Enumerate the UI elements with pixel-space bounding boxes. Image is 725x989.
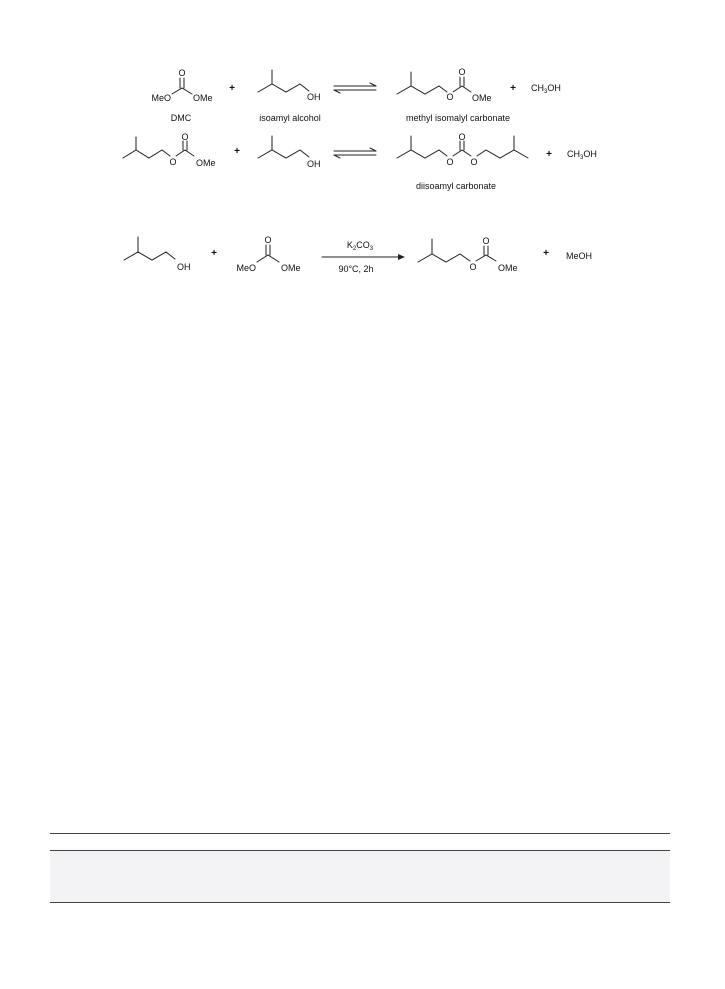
methoxy-right-label: OMe xyxy=(193,93,213,103)
conditions-label: 90°C, 2h xyxy=(338,264,374,274)
carbonyl-oxygen-label: O xyxy=(458,132,466,142)
ester-oxygen-label: O xyxy=(446,92,454,102)
carbonyl-oxygen-label: O xyxy=(264,235,272,245)
methyl-isoamyl-carbonate-molecule xyxy=(397,67,492,103)
carbonyl-oxygen-label: O xyxy=(482,236,490,246)
isoamyl-alcohol-caption: isoamyl alcohol xyxy=(259,113,321,123)
methanol-formula: $CH_3OH$ xyxy=(567,149,597,161)
reaction-arrow xyxy=(322,254,405,260)
ester-oxygen-label: O xyxy=(470,157,478,167)
dmc-molecule xyxy=(151,68,212,103)
carbonyl-oxygen-label: O xyxy=(458,67,466,77)
methyl-isoamyl-carbonate-reactant xyxy=(123,132,216,168)
methanol-formula: $CH_3OH$ xyxy=(531,83,561,95)
hydroxyl-label: OH xyxy=(307,92,321,102)
methanol-label: MeOH xyxy=(566,251,593,261)
isoamyl-alcohol-molecule xyxy=(124,237,191,272)
methoxy-label: OMe xyxy=(498,263,518,273)
hydroxyl-label: OH xyxy=(307,159,321,169)
hydroxyl-label: OH xyxy=(177,262,191,272)
plus-sign: + xyxy=(546,149,552,160)
isoamyl-alcohol-molecule xyxy=(258,70,321,102)
dmc-caption: DMC xyxy=(170,113,192,123)
diisoamyl-carbonate-caption: diisoamyl carbonate xyxy=(415,181,497,191)
carbonyl-oxygen-label: O xyxy=(181,132,189,142)
reagent-label: $K_2CO_3$ xyxy=(346,240,374,252)
methoxy-right-label: OMe xyxy=(281,263,301,273)
dmc-molecule xyxy=(236,235,300,273)
methoxy-label: OMe xyxy=(196,158,216,168)
ester-oxygen-label: O xyxy=(446,157,454,167)
carbonyl-oxygen-label: O xyxy=(178,68,186,78)
plus-sign: + xyxy=(211,248,217,259)
plus-sign: + xyxy=(234,146,240,157)
table-top-rule xyxy=(50,833,670,834)
table-bottom-rule xyxy=(50,902,670,903)
ester-oxygen-label: O xyxy=(169,157,177,167)
methyl-isoamyl-carbonate-caption: methyl isomalyl carbonate xyxy=(405,113,511,123)
isoamyl-alcohol-molecule xyxy=(258,136,321,169)
equilibrium-arrow xyxy=(334,83,376,93)
plus-sign: + xyxy=(510,83,516,94)
ester-oxygen-label: O xyxy=(469,262,477,272)
diisoamyl-carbonate-molecule xyxy=(397,132,528,167)
plus-sign: + xyxy=(543,248,549,259)
methoxy-left-label: MeO xyxy=(236,263,256,273)
methoxy-left-label: MeO xyxy=(151,93,171,103)
table-body xyxy=(50,851,670,902)
methyl-isoamyl-carbonate-molecule xyxy=(418,236,518,273)
methoxy-label: OMe xyxy=(472,93,492,103)
equilibrium-arrow xyxy=(334,148,376,158)
plus-sign: + xyxy=(229,83,235,94)
